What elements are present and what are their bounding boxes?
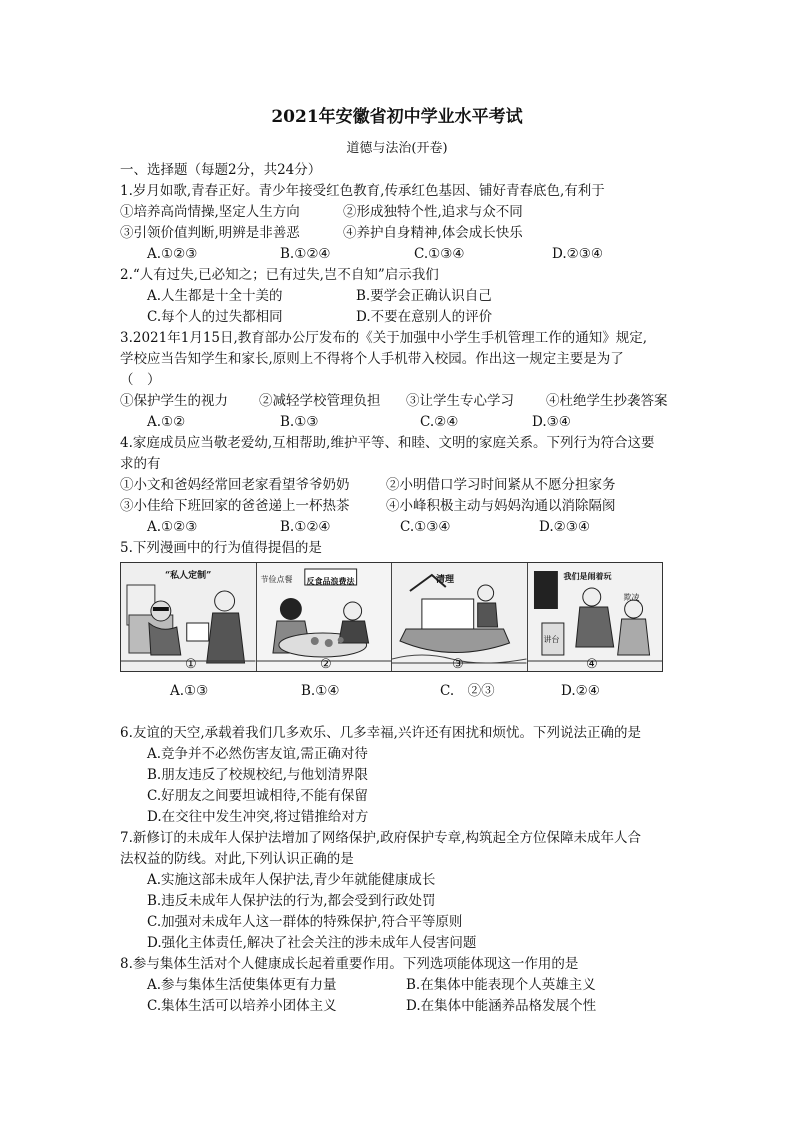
q3-option-d: D.③④	[532, 414, 571, 430]
q4-item: ④小峰积极主动与妈妈沟通以消除隔阂	[386, 498, 616, 514]
q7-option-a: A.实施这部未成年人保护法,青少年就能健康成长	[147, 872, 436, 888]
page-title: 2021年安徽省初中学业水平考试	[271, 107, 523, 127]
q3-item: ④杜绝学生抄袭答案	[546, 393, 668, 409]
comic-panel-2	[257, 563, 393, 671]
comic-panel-label: ④	[586, 657, 598, 672]
q3-stem-line1: 3.2021年1月15日,教育部办公厅发布的《关于加强中小学生手机管理工作的通知》规定,	[120, 330, 648, 346]
q7-stem-line2: 法权益的防线。对此,下列认识正确的是	[120, 851, 354, 867]
q4-option-a: A.①②③	[147, 519, 198, 535]
q3-answer-paren: （ ）	[120, 372, 161, 388]
comic-panel-label: ②	[320, 657, 332, 672]
q1-option-a: A.①②③	[147, 246, 198, 262]
q8-stem: 8.参与集体生活对个人健康成长起着重要作用。下列选项能体现这一作用的是	[120, 956, 579, 972]
comic-panel-label: ①	[185, 657, 197, 672]
comic-panel-1	[121, 563, 257, 671]
q4-item: ②小明借口学习时间紧从不愿分担家务	[386, 477, 616, 493]
section-heading: 一、选择题（每题2分，共24分）	[120, 162, 322, 178]
q1-item: ①培养高尚情操,坚定人生方向	[120, 204, 300, 220]
q8-option-a: A.参与集体生活使集体更有力量	[147, 977, 337, 993]
comic-panel-label: ③	[452, 657, 464, 672]
q1-option-d: D.②③④	[552, 246, 603, 262]
comic-caption: 节俭点餐	[260, 575, 293, 584]
q6-option-b: B.朋友违反了校规校纪,与他划清界限	[147, 767, 369, 783]
q3-option-c: C.②④	[420, 414, 459, 430]
q5-option-b: B.①④	[301, 683, 340, 699]
q7-stem-line1: 7.新修订的未成年人保护法增加了网络保护,政府保护专章,构筑起全方位保障未成年人合	[120, 830, 641, 846]
q4-stem-line2: 求的有	[120, 456, 161, 472]
q4-option-c: C.①③④	[400, 519, 451, 535]
q8-option-c: C.集体生活可以培养小团体主义	[147, 998, 337, 1014]
comic-sign: 反食品浪费法	[306, 576, 355, 586]
q2-option-b: B.要学会正确认识自己	[356, 288, 492, 304]
comic-panel-4	[528, 563, 663, 671]
q3-option-a: A.①②	[147, 414, 186, 430]
q1-stem: 1.岁月如歌,青春正好。青少年接受红色教育,传承红色基因、铺好青春底色,有利于	[120, 183, 605, 199]
q1-item: ④养护自身精神,体会成长快乐	[343, 225, 523, 241]
q1-option-c: C.①③④	[414, 246, 465, 262]
q2-option-c: C.每个人的过失都相同	[147, 309, 283, 325]
comic-caption: “私人定制”	[165, 571, 212, 581]
q4-option-b: B.①②④	[280, 519, 331, 535]
q4-stem-line1: 4.家庭成员应当敬老爱幼,互相帮助,维护平等、和睦、文明的家庭关系。下列行为符合这要	[120, 435, 655, 451]
q6-option-c: C.好朋友之间要坦诚相待,不能有保留	[147, 788, 368, 804]
q6-option-d: D.在交往中发生冲突,将过错推给对方	[147, 809, 369, 825]
q4-item: ①小文和爸妈经常回老家看望爷爷奶奶	[120, 477, 350, 493]
q8-option-b: B.在集体中能表现个人英雄主义	[406, 977, 596, 993]
comic-sign: 讲台	[543, 635, 560, 644]
q5-option-a: A.①③	[170, 683, 209, 699]
q5-option-c: C. ②③	[440, 683, 495, 699]
comic-caption: 清理	[436, 575, 455, 585]
q7-option-b: B.违反未成年人保护法的行为,都会受到行政处罚	[147, 893, 436, 909]
q1-item: ②形成独特个性,追求与众不同	[343, 204, 523, 220]
q1-option-b: B.①②④	[280, 246, 331, 262]
q7-option-d: D.强化主体责任,解决了社会关注的涉未成年人侵害问题	[147, 935, 477, 951]
q3-item: ②减轻学校管理负担	[259, 393, 381, 409]
q4-item: ③小佳给下班回家的爸爸递上一杯热茶	[120, 498, 350, 514]
q5-stem: 5.下列漫画中的行为值得提倡的是	[120, 540, 322, 556]
q1-item: ③引领价值判断,明辨是非善恶	[120, 225, 300, 241]
q5-option-d: D.②④	[561, 683, 600, 699]
q7-option-c: C.加强对未成年人这一群体的特殊保护,符合平等原则	[147, 914, 463, 930]
q3-item: ③让学生专心学习	[406, 393, 514, 409]
q3-stem-line2: 学校应当告知学生和家长,原则上不得将个人手机带入校园。作出这一规定主要是为了	[120, 351, 624, 367]
q5-comic-strip	[120, 562, 663, 672]
q4-option-d: D.②③④	[539, 519, 590, 535]
page-subtitle: 道德与法治(开卷)	[346, 141, 448, 156]
q2-option-a: A.人生都是十全十美的	[147, 288, 283, 304]
q3-item: ①保护学生的视力	[120, 393, 228, 409]
q3-option-b: B.①③	[280, 414, 319, 430]
q2-stem: 2.“人有过失,已必知之；已有过失,岂不自知”启示我们	[120, 267, 439, 283]
q8-option-d: D.在集体中能涵养品格发展个性	[406, 998, 597, 1014]
q2-option-d: D.不要在意别人的评价	[356, 309, 493, 325]
comic-panel-3	[392, 563, 528, 671]
comic-caption: 欺凌	[623, 593, 640, 602]
q6-option-a: A.竞争并不必然伤害友谊,需正确对待	[147, 746, 368, 762]
q6-stem: 6.友谊的天空,承载着我们几多欢乐、几多幸福,兴许还有困扰和烦忧。下列说法正确的是	[120, 725, 641, 741]
comic-caption: 我们是闹着玩	[563, 571, 612, 581]
